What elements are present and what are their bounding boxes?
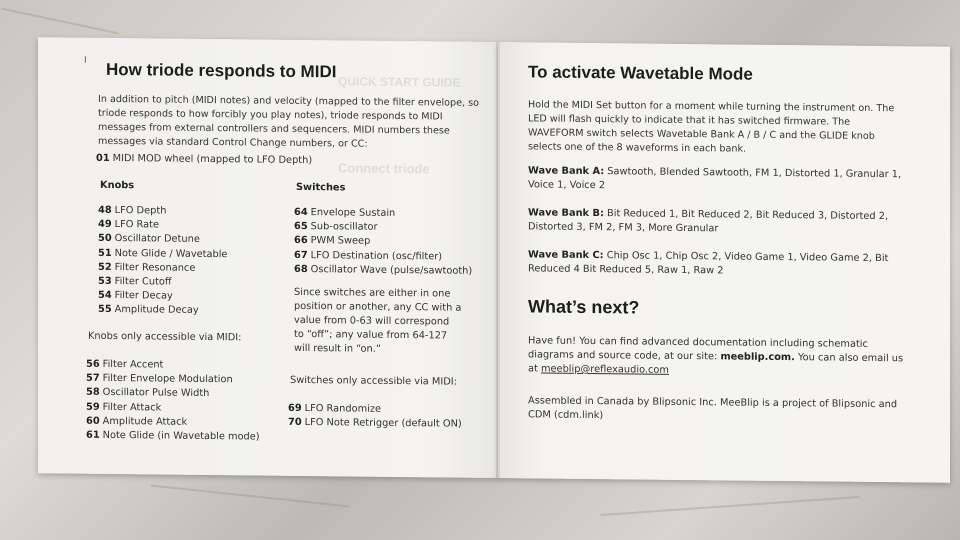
wave-bank-a xyxy=(528,164,908,196)
cc-label: Filter Resonance xyxy=(114,261,196,274)
right-page xyxy=(498,42,950,483)
bank-waveforms: Chip Osc 1, Chip Osc 2, Video Game 1, Video Game 2, Bit Reduced 4 Bit Reduced 5, Raw 1, Raw 2 xyxy=(528,250,889,277)
list-item xyxy=(98,261,227,277)
list-item xyxy=(86,400,260,416)
cc-number: 01 xyxy=(96,152,110,164)
show-through-text: QUICK START GUIDE xyxy=(338,74,461,90)
cc-number: 51 xyxy=(98,247,112,259)
cc-number: 65 xyxy=(294,221,308,233)
cc-label: Sub-oscillator xyxy=(310,221,378,233)
cc-label: Filter Envelope Modulation xyxy=(102,373,233,386)
intro-paragraph: In addition to pitch (MIDI notes) and velocity (mapped to the filter envelope, so triode responds to how forcibly you play notes), triode responds to MIDI messages from external controllers and sequencers. MIDI numbers these messages via standard Control Change numbers, or CC: xyxy=(98,93,479,150)
marble-vein xyxy=(150,485,349,508)
cc-number: 57 xyxy=(86,372,100,385)
cc-number: 50 xyxy=(98,233,112,245)
list-item xyxy=(288,416,462,432)
mod-wheel-line xyxy=(96,152,312,168)
cc-label: Filter Accent xyxy=(102,358,164,371)
knobs-list xyxy=(98,204,227,319)
list-item xyxy=(294,248,472,264)
page-title: To activate Wavetable Mode xyxy=(528,62,753,84)
cc-number: 64 xyxy=(294,206,308,219)
knobs-midi-list xyxy=(86,358,260,445)
list-item xyxy=(86,386,260,402)
cc-label: LFO Note Retrigger (default ON) xyxy=(304,417,462,430)
cc-label: Oscillator Pulse Width xyxy=(102,387,210,400)
cc-number: 56 xyxy=(86,358,100,370)
marble-vein xyxy=(1,8,119,35)
cc-label: Amplitude Attack xyxy=(102,415,188,428)
wavetable-intro: Hold the MIDI Set button for a moment while turning the instrument on. The LED will flash quickly to indicate that it has switched firmware. The WAVEFORM switch selects Wavetable Bank A / B / C and the GLIDE knob selects one of the 8 waveforms in each bank. xyxy=(528,99,895,155)
cc-label: LFO Randomize xyxy=(304,403,382,415)
switch-note: Since switches are either in one position or another, any CC with a value from 0-63 will correspond to “off”; any value from 64-127 will result in “on.” xyxy=(294,286,462,355)
list-item xyxy=(98,275,227,291)
marble-vein xyxy=(600,496,860,516)
cc-number: 58 xyxy=(86,387,100,399)
cc-number: 48 xyxy=(98,204,112,216)
list-item xyxy=(294,263,472,279)
cc-number: 54 xyxy=(98,289,112,302)
cc-label: LFO Rate xyxy=(114,219,160,231)
knobs-heading: Knobs xyxy=(100,179,135,192)
email-prompt: You can also email us at xyxy=(528,352,904,375)
cc-number: 55 xyxy=(98,304,112,316)
list-item xyxy=(98,232,227,248)
switches-midi-list xyxy=(288,402,462,432)
cc-label: Filter Attack xyxy=(102,401,162,414)
cc-label: Oscillator Wave (pulse/sawtooth) xyxy=(310,263,473,277)
wave-bank-b xyxy=(528,206,918,238)
page-title: How triode responds to MIDI xyxy=(106,59,337,82)
cc-number: 70 xyxy=(288,417,302,429)
bank-label: Wave Bank C: xyxy=(528,249,604,262)
cc-label: PWM Sweep xyxy=(310,235,371,248)
switches-list xyxy=(294,206,472,279)
cc-label: Note Glide / Wavetable xyxy=(114,247,228,260)
booklet-spine xyxy=(496,42,500,478)
knobs-midi-heading: Knobs only accessible via MIDI: xyxy=(88,330,242,344)
list-item xyxy=(98,246,227,262)
list-item xyxy=(294,234,472,250)
cc-number: 49 xyxy=(98,219,112,231)
cc-label: Filter Cutoff xyxy=(114,275,172,288)
bank-label: Wave Bank A: xyxy=(528,165,605,178)
cc-number: 69 xyxy=(288,402,302,414)
page-marker: I xyxy=(84,55,87,66)
cc-number: 52 xyxy=(98,261,112,273)
wave-bank-c xyxy=(528,248,918,280)
cc-number: 60 xyxy=(86,415,100,427)
left-page xyxy=(38,37,498,478)
cc-label: MIDI MOD wheel (mapped to LFO Depth) xyxy=(112,153,313,167)
assembled-note: Assembled in Canada by Blipsonic Inc. MeeBlip is a project of Blipsonic and CDM (cdm.link) xyxy=(528,395,898,422)
list-item xyxy=(98,204,227,220)
cc-number: 59 xyxy=(86,401,100,413)
list-item xyxy=(98,289,227,305)
cc-label: Filter Decay xyxy=(114,290,173,302)
cc-number: 53 xyxy=(98,275,112,287)
instruction-booklet xyxy=(38,37,950,483)
list-item xyxy=(98,303,227,319)
whats-next-title: What’s next? xyxy=(528,296,640,318)
cc-label: Note Glide (in Wavetable mode) xyxy=(102,429,260,443)
list-item xyxy=(86,429,260,445)
bank-label: Wave Bank B: xyxy=(528,207,604,220)
switches-midi-heading: Switches only accessible via MIDI: xyxy=(290,374,458,388)
cc-number: 67 xyxy=(294,249,308,261)
cc-number: 68 xyxy=(294,263,308,275)
site-link[interactable]: meeblip.com. xyxy=(720,351,795,364)
switches-heading: Switches xyxy=(296,181,346,194)
whats-next-body: Have fun! You can find advanced documentation including schematic diagrams and source code, at our site: xyxy=(528,335,868,363)
cc-label: Amplitude Decay xyxy=(114,304,199,317)
show-through-text: Connect triode xyxy=(338,160,430,177)
bank-waveforms: Sawtooth, Blended Sawtooth, FM 1, Distorted 1, Granular 1, Voice 1, Voice 2 xyxy=(528,166,902,192)
email-link[interactable]: meeblip@reflexaudio.com xyxy=(540,363,669,376)
cc-label: Envelope Sustain xyxy=(310,207,396,219)
cc-label: LFO Depth xyxy=(114,205,167,217)
whats-next-text xyxy=(528,334,913,380)
list-item xyxy=(98,218,227,234)
cc-label: LFO Destination (osc/filter) xyxy=(310,249,443,263)
cc-label: Oscillator Detune xyxy=(114,233,200,246)
cc-number: 61 xyxy=(86,429,100,441)
bank-waveforms: Bit Reduced 1, Bit Reduced 2, Bit Reduced 3, Distorted 2, Distorted 3, FM 2, FM 3, More Granular xyxy=(528,208,889,235)
cc-number: 66 xyxy=(294,235,308,247)
